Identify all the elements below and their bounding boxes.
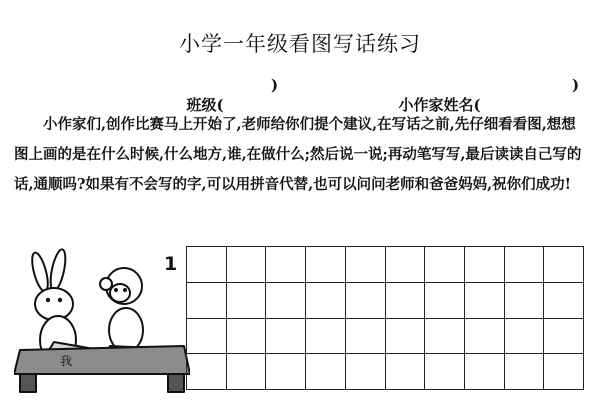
- writing-cell[interactable]: [266, 247, 306, 283]
- page-number: 1: [164, 253, 178, 275]
- writing-cell[interactable]: [425, 283, 465, 319]
- rabbit-eye: [58, 298, 62, 302]
- writing-cell[interactable]: [465, 283, 505, 319]
- monkey-face: [110, 284, 130, 302]
- rabbit-ear-left: [29, 251, 51, 293]
- writing-cell[interactable]: [425, 247, 465, 283]
- writing-cell[interactable]: [505, 354, 545, 390]
- monkey-eye: [114, 288, 118, 292]
- writing-cell[interactable]: [425, 354, 465, 390]
- writing-cell[interactable]: [227, 319, 267, 355]
- class-label: 班级(: [186, 96, 224, 114]
- writing-cell[interactable]: [346, 319, 386, 355]
- desk-leg-left: [20, 374, 36, 392]
- writing-cell[interactable]: [386, 319, 426, 355]
- writing-cell[interactable]: [386, 283, 426, 319]
- author-name-label: 小作家姓名(: [398, 96, 481, 114]
- writing-cell[interactable]: [187, 283, 227, 319]
- writing-cell[interactable]: [266, 354, 306, 390]
- writing-cell[interactable]: [505, 283, 545, 319]
- writing-cell[interactable]: [346, 354, 386, 390]
- writing-cell[interactable]: [465, 354, 505, 390]
- writing-cell[interactable]: [465, 319, 505, 355]
- writing-cell[interactable]: [306, 354, 346, 390]
- writing-cell[interactable]: [505, 319, 545, 355]
- rabbit-head: [35, 288, 73, 320]
- writing-cell[interactable]: [187, 247, 227, 283]
- writing-cell[interactable]: [386, 247, 426, 283]
- writing-cell[interactable]: [346, 283, 386, 319]
- rabbit-eye: [46, 298, 50, 302]
- writing-cell[interactable]: [227, 354, 267, 390]
- writing-cell[interactable]: [425, 319, 465, 355]
- illustration: [14, 246, 190, 396]
- instructions: [14, 110, 588, 200]
- writing-cell[interactable]: [306, 283, 346, 319]
- desk-leg-right: [168, 374, 184, 392]
- writing-cell[interactable]: [306, 247, 346, 283]
- writing-cell[interactable]: [544, 283, 584, 319]
- worksheet-title: 小学一年级看图写话练习: [179, 32, 421, 56]
- rabbit-ear-right: [48, 248, 68, 292]
- writing-cell[interactable]: [386, 354, 426, 390]
- writing-cell[interactable]: [266, 319, 306, 355]
- monkey-ear: [100, 278, 112, 290]
- writing-cell[interactable]: [187, 354, 227, 390]
- writing-cell[interactable]: [465, 247, 505, 283]
- class-close-paren: ): [271, 76, 279, 94]
- writing-cell[interactable]: [266, 283, 306, 319]
- desk: [14, 346, 190, 374]
- writing-cell[interactable]: [544, 354, 584, 390]
- writing-cell[interactable]: [505, 247, 545, 283]
- writing-cell[interactable]: [227, 247, 267, 283]
- writing-cell[interactable]: [544, 319, 584, 355]
- writing-cell[interactable]: [187, 319, 227, 355]
- writing-cell[interactable]: [306, 319, 346, 355]
- rabbit-monkey-reading-illustration: [14, 246, 190, 396]
- writing-cell[interactable]: [227, 283, 267, 319]
- book-character: 我: [60, 354, 73, 368]
- monkey-eye: [123, 288, 127, 292]
- author-name-close-paren: ): [572, 76, 580, 94]
- writing-cell[interactable]: [544, 247, 584, 283]
- writing-grid: [186, 246, 584, 390]
- writing-cell[interactable]: [346, 247, 386, 283]
- instructions-text: 小作家们,创作比赛马上开始了,老师给你们提个建议,在写话之前,先仔细看看图,想想图上画的是在什么时候,什么地方,谁,在做什么;然后说一说;再动笔写写,最后读读自己写的话,通顺吗?如果有不会写的字,可以用拼音代替,也可以问问老师和爸爸妈妈,祝你们成功!: [14, 116, 582, 193]
